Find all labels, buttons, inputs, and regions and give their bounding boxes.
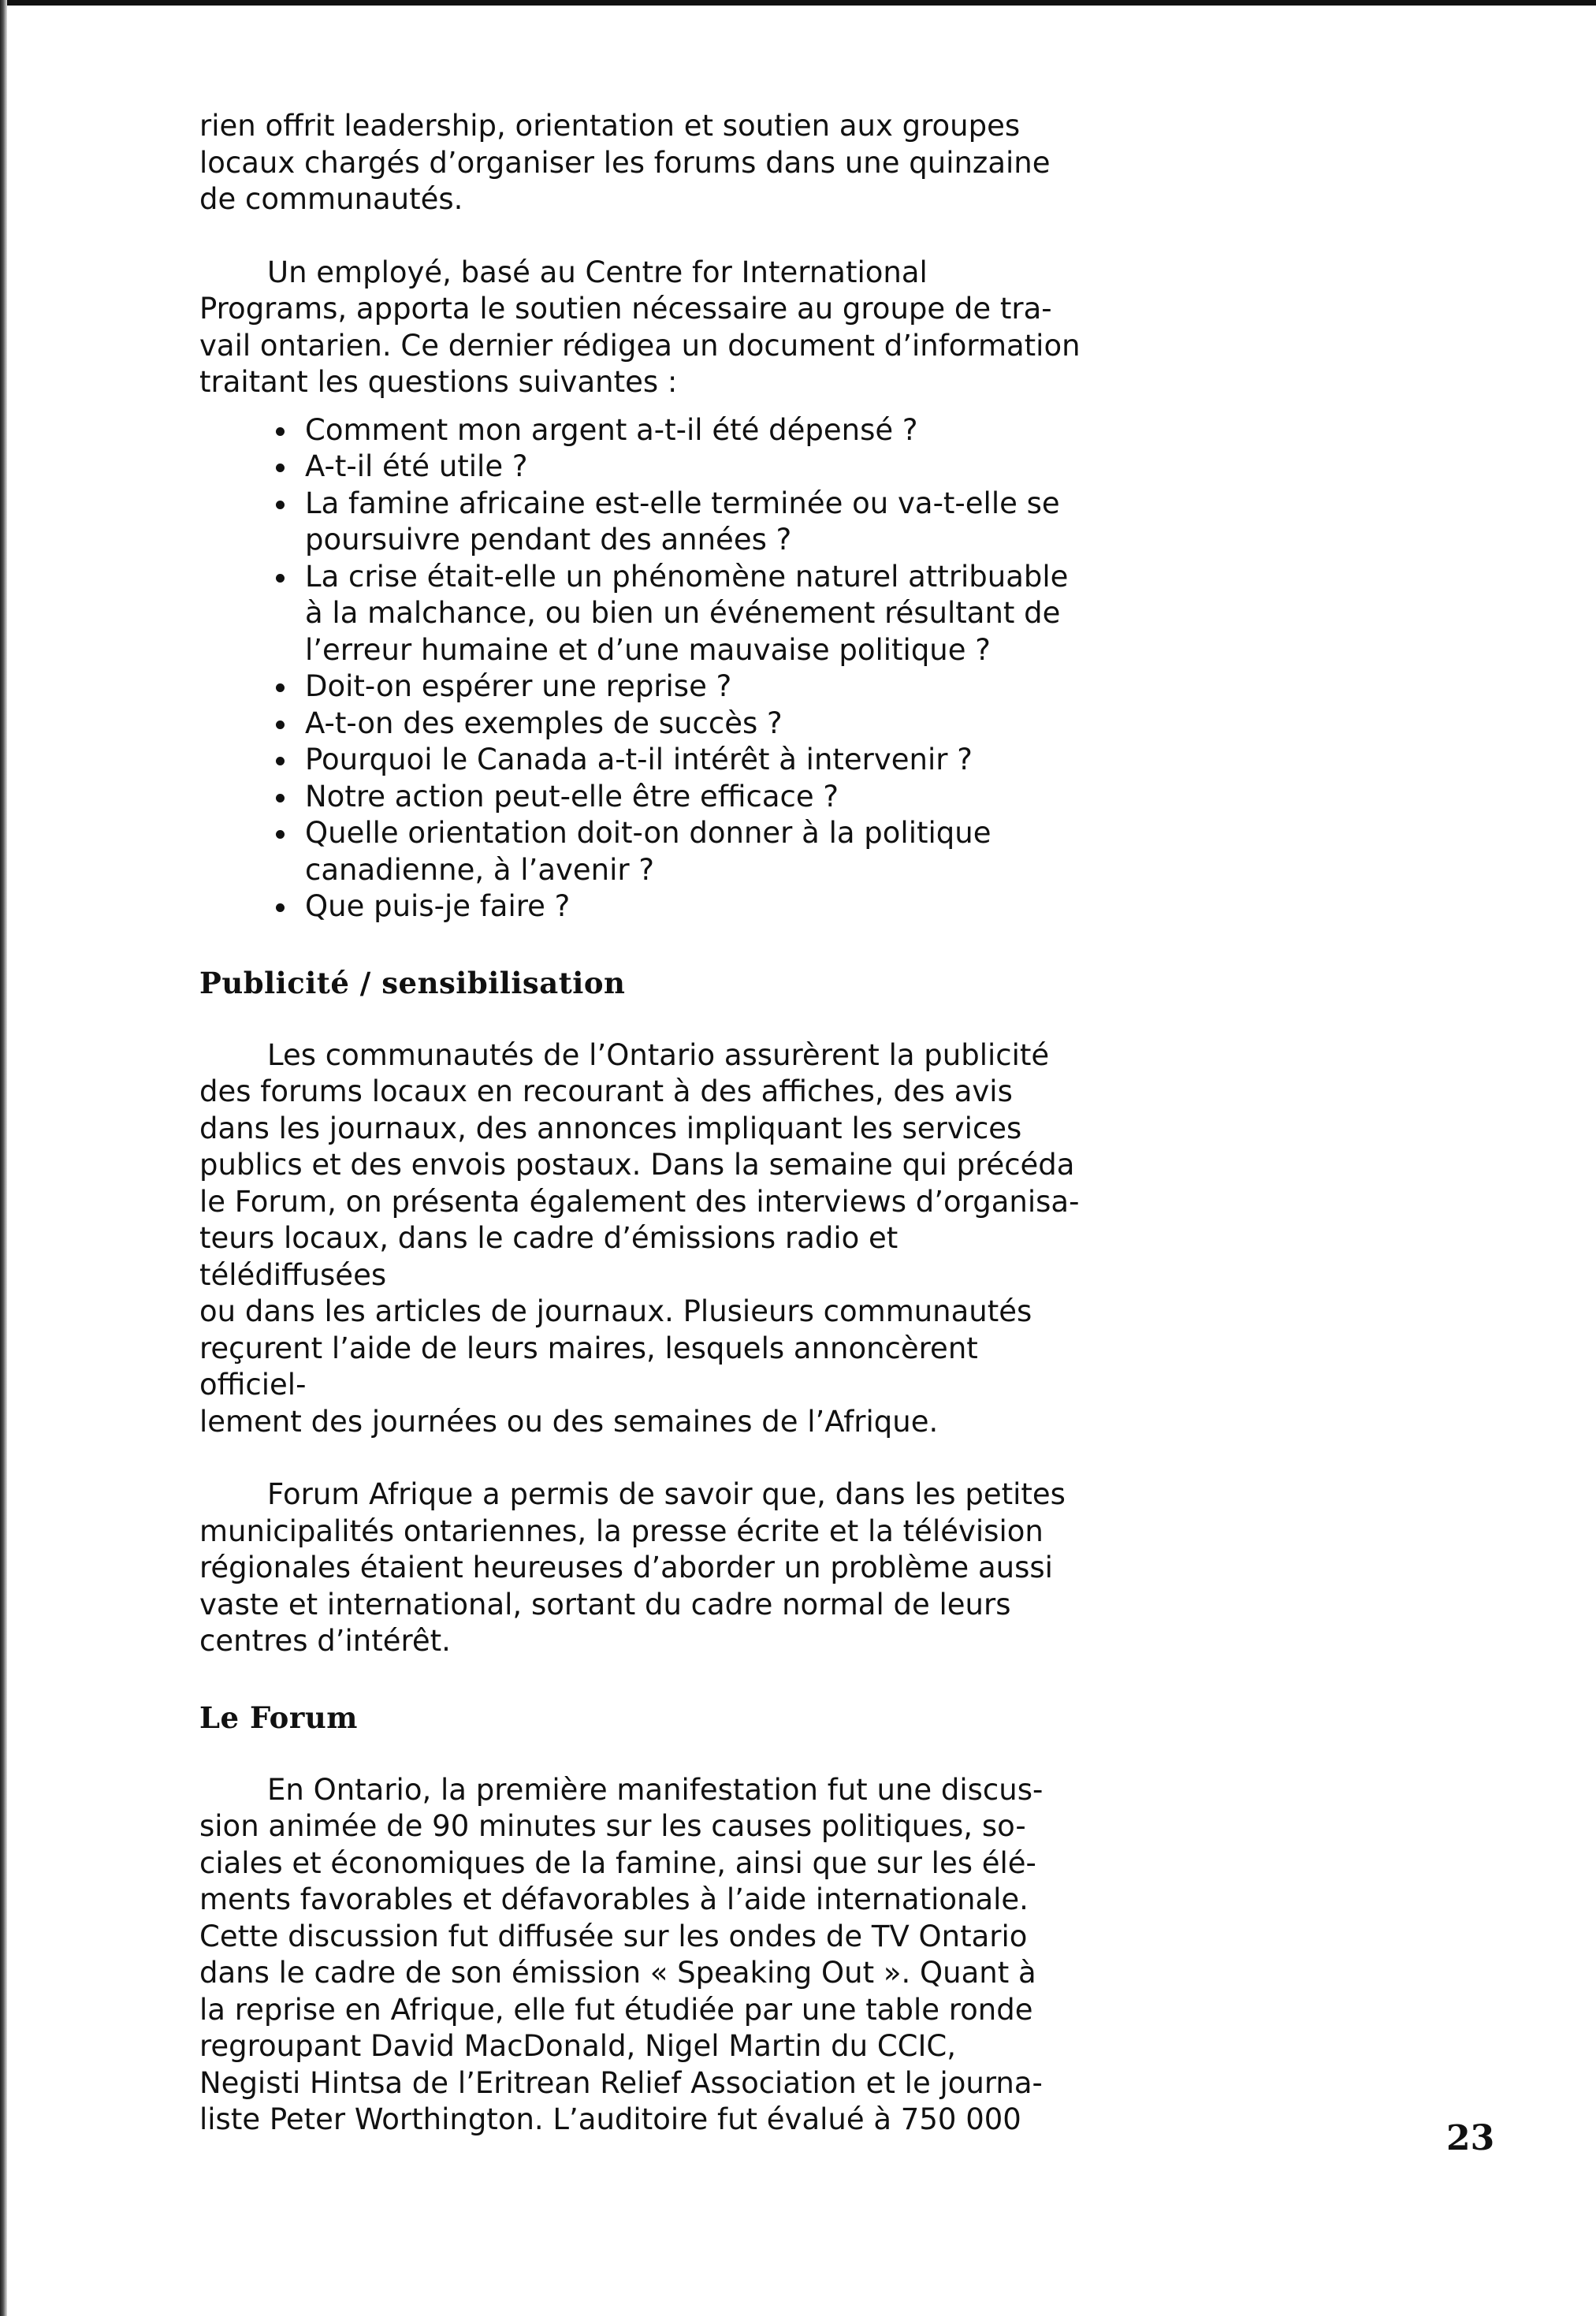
bullet-icon [276,720,285,729]
text-line: Quelle orientation doit-on donner à la politique [305,816,991,850]
text-line: locaux chargés d’organiser les forums dans une quinzaine [199,145,1051,180]
text-line: centres d’intérêt. [199,1624,451,1658]
text-line: dans le cadre de son émission « Speaking Out ». Quant à [199,1956,1036,1990]
publicity-paragraph-2 [199,1476,1090,1660]
list-item [305,449,1090,486]
text-line: Pourquoi le Canada a-t-il intérêt à intervenir ? [305,743,973,776]
text-line: reçurent l’aide de leurs maires, lesquels annoncèrent officiel- [199,1331,978,1402]
bullet-icon [276,757,285,765]
text-line: Negisti Hintsa de l’Eritrean Relief Association et le journa- [199,2065,1043,2100]
text-line: traitant les questions suivantes : [199,365,678,399]
list-item [305,668,1090,706]
text-line: lement des journées ou des semaines de l’Afrique. [199,1404,939,1439]
text-line: publics et des envois postaux. Dans la semaine qui précéda [199,1148,1075,1182]
text-line: La famine africaine est-elle terminée ou va-t-elle se [305,486,1060,520]
text-line: Un employé, basé au Centre for International [267,255,928,289]
bullet-icon [276,903,285,912]
text-line: rien offrit leadership, orientation et soutien aux groupes [199,109,1021,143]
page-number: 23 [1446,2118,1495,2158]
questions-list [199,412,1090,925]
text-line: A-t-il été utile ? [305,449,528,483]
text-line: le Forum, on présenta également des interviews d’organisa- [199,1184,1080,1219]
text-line: A-t-on des exemples de succès ? [305,706,783,740]
text-line: liste Peter Worthington. L’auditoire fut évalué à 750 000 [199,2102,1021,2136]
forum-paragraph [199,1772,1090,2139]
text-line: Forum Afrique a permis de savoir que, dans les petites [267,1477,1066,1511]
bullet-icon [276,464,285,472]
text-line: régionales étaient heureuses d’aborder un problème aussi [199,1551,1053,1584]
bullet-icon [276,830,285,839]
list-item [305,742,1090,779]
text-line: La crise était-elle un phénomène naturel attribuable [305,559,1069,594]
text-line: Doit-on espérer une reprise ? [305,669,732,703]
text-line: Comment mon argent a-t-il été dépensé ? [305,412,918,447]
text-line: sion animée de 90 minutes sur les causes politiques, so- [199,1809,1026,1843]
list-item [305,706,1090,743]
section-heading-publicity: Publicité / sensibilisation [199,965,626,1000]
text-line: municipalités ontariennes, la presse écrite et la télévision [199,1514,1044,1548]
employee-paragraph [199,255,1090,401]
bullet-icon [276,683,285,692]
list-item [305,559,1090,669]
text-line: regroupant David MacDonald, Nigel Martin du CCIC, [199,2029,957,2063]
publicity-paragraph-1 [199,1037,1090,1441]
list-item [305,486,1090,559]
text-line: ciales et économiques de la famine, ainsi que sur les élé- [199,1845,1036,1880]
text-line: la reprise en Afrique, elle fut étudiée par une table ronde [199,1992,1033,2027]
text-line: Notre action peut-elle être efficace ? [305,779,839,814]
bullet-icon [276,427,285,436]
text-line: dans les journaux, des annonces impliquant les services [199,1111,1022,1145]
text-line: l’erreur humaine et d’une mauvaise politique ? [305,632,991,667]
text-line: En Ontario, la première manifestation fut une discus- [267,1772,1044,1807]
list-item [305,779,1090,816]
text-line: ments favorables et défavorables à l’aide internationale. [199,1882,1029,1916]
text-line: vaste et international, sortant du cadre normal de leurs [199,1587,1011,1622]
top-edge-rule [0,0,1596,6]
left-edge-binding [0,0,7,2316]
text-line: teurs locaux, dans le cadre d’émissions radio et télédiffusées [199,1221,898,1292]
text-line: à la malchance, ou bien un événement résultant de [305,596,1061,630]
text-line: des forums locaux en recourant à des affiches, des avis [199,1074,1013,1108]
intro-paragraph [199,108,1090,218]
list-item [305,412,1090,449]
bullet-icon [276,574,285,583]
page-body [199,108,1090,2139]
text-line: ou dans les articles de journaux. Plusieurs communautés [199,1294,1032,1328]
list-item [305,888,1090,925]
text-line: Les communautés de l’Ontario assurèrent la publicité [267,1037,1050,1072]
text-line: de communautés. [199,182,463,216]
section-heading-forum: Le Forum [199,1700,358,1735]
text-line: Cette discussion fut diffusée sur les ondes de TV Ontario [199,1919,1028,1953]
text-line: Programs, apporta le soutien nécessaire au groupe de tra- [199,292,1052,326]
list-item [305,815,1090,888]
bullet-icon [276,794,285,802]
text-line: canadienne, à l’avenir ? [305,852,655,887]
text-line: poursuivre pendant des années ? [305,523,792,557]
bullet-icon [276,501,285,509]
text-line: Que puis-je faire ? [305,889,571,923]
text-line: vail ontarien. Ce dernier rédigea un document d’information [199,328,1081,363]
